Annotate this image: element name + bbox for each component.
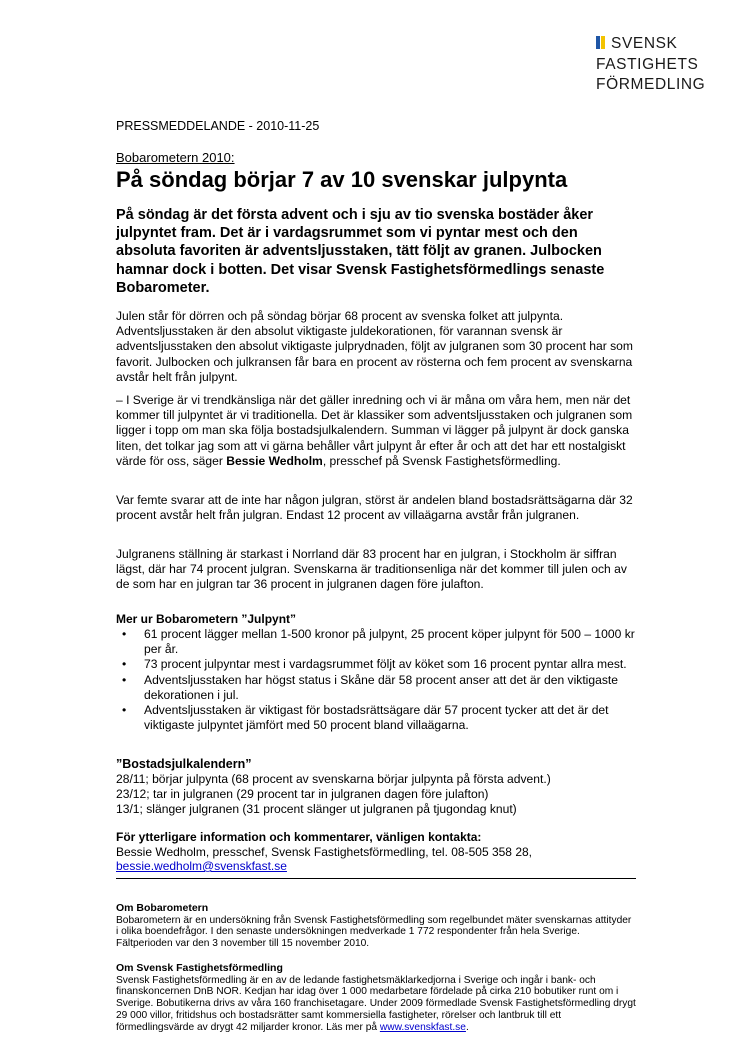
logo-line-2: FASTIGHETS (596, 56, 699, 73)
logo-line-3: FÖRMEDLING (596, 76, 706, 93)
contact-line: Bessie Wedholm, presschef, Svensk Fastighetsförmedling, tel. 08-505 358 28, (116, 844, 532, 859)
list-item: • Adventsljusstaken är viktigast för bostadsrättsägare där 57 procent tycker att det är det viktigaste julpyntet jämfört med 50 procent bland villaägarna. (122, 703, 609, 733)
kicker: Bobarometern 2010: (116, 150, 235, 165)
website-link[interactable]: www.svenskfast.se (379, 1021, 466, 1033)
calendar-line-1: 28/11; börjar julpynta (68 procent av svenskarna börjar julpynta på första advent.) (116, 772, 551, 786)
contact-email-link[interactable]: bessie.wedholm@svenskfast.se (116, 859, 287, 873)
about-barometer (116, 903, 636, 950)
calendar-line-2: 23/12; tar in julgranen (29 procent tar in julgranen dagen före julafton) (116, 787, 489, 801)
more-list (116, 627, 636, 733)
more-heading: Mer ur Bobarometern ”Julpynt” (116, 612, 297, 626)
about-company (116, 963, 636, 1033)
body-paragraph-4: Julgranens ställning är starkast i Norrland där 83 procent har en julgran, i Stockholm är siffran lägst, där har 74 procent julgran. Svenskarna är traditionsenliga när det kommer till julen och av de som har en julgran tar 36 procent in julgranen dagen före julafton. (116, 547, 627, 592)
list-item: • Adventsljusstaken har högst status i Skåne där 58 procent anser att det är den viktigaste dekorationen i jul. (122, 672, 618, 702)
about-company-heading: Om Svensk Fastighetsförmedling (116, 962, 283, 974)
logo-line-1: SVENSK (611, 35, 678, 52)
lead-paragraph: På söndag är det första advent och i sju av tio svenska bostäder åker julpyntet fram. Det är i vardagsrummet som vi pyntar mest och den absoluta favoriten är adventsljusstaken, tätt följt av granen. Julbocken hamnar dock i botten. Det visar Svensk Fastighetsförmedlings senaste Bobarometer. (116, 207, 605, 296)
about-barometer-heading: Om Bobarometern (116, 902, 209, 914)
about-company-text: Svensk Fastighetsförmedling är en av de ledande fastighetsmäklarkedjorna i Sverige och ingår i bank- och finanskoncernen DnB NOR. Kedjan har idag över 1 000 medarbetare fördelade på cirka 210 bobutiker runt om i Sverige. Bobutikerna drivs av våra 160 franchisetagare. Under 2009 förmedlade Svensk Fastighetsförmedling drygt 29 000 villor, fritidshus och bostadsrätter samt kommersiella fastigheter, rörelser och lantbruk till ett förmedlingsvärde av drygt 42 miljarder kronor. Läs mer på www.svenskfast.se. (116, 974, 636, 1033)
divider (116, 878, 636, 879)
list-item: • 73 procent julpyntar mest i vardagsrummet följt av köket som 16 procent pyntar allra mest. (122, 657, 627, 672)
body-paragraph-2: – I Sverige är vi trendkänsliga när det gäller inredning och vi är måna om våra hem, men när det kommer till julpyntet är vi traditionella. Det är klassiker som adventsljusstaken och julgranen som ligger i topp om man ska följa bostadsjulkalendern. Summan vi lägger på julpynt är dock ganska liten, det tolkar jag som att vi gärna behåller vårt julpynt år efter år och att det har ett nostalgiskt värde för oss, säger Bessie Wedholm, presschef på Svensk Fastighetsförmedling. (116, 393, 633, 468)
press-release-date: PRESSMEDDELANDE - 2010-11-25 (116, 119, 320, 133)
list-item: • 61 procent lägger mellan 1-500 kronor på julpynt, 25 procent köper julpynt för 500 – 1000 kr per år. (122, 627, 635, 657)
body-paragraph-1: Julen står för dörren och på söndag börjar 68 procent av svenska folket att julpynta. Adventsljusstaken är den absolut viktigaste juldekorationen, för varannan svensk är adventsljusstaken den absolut viktigaste julprydnaden, följt av julgranen som 30 procent har som favorit. Julbocken och julkransen får bara en procent av rösterna och fem procent av svenskarna avstår helt från julpynt. (116, 309, 633, 384)
company-logo (596, 34, 716, 95)
spokesperson-name: Bessie Wedholm (226, 453, 323, 468)
swedish-flag-icon (596, 35, 606, 55)
contact-heading: För ytterligare information och kommentarer, vänligen kontakta: (116, 830, 482, 844)
body-paragraph-3: Var femte svarar att de inte har någon julgran, störst är andelen bland bostadsrättsägarna där 32 procent avstår helt från julgran. Endast 12 procent av villaägarna avstår från julgranen. (116, 493, 633, 523)
about-barometer-text: Bobarometern är en undersökning från Svensk Fastighetsförmedling som regelbundet mäter svenskarnas attityder i olika boendefrågor. I den senaste undersökningen medverkade 1 772 respondenter från hela Sverige. Fältperioden var den 3 november till 15 november 2010. (116, 914, 632, 950)
calendar-line-3: 13/1; slänger julgranen (31 procent slänger ut julgranen på tjugondag knut) (116, 802, 517, 816)
calendar-heading: ”Bostadsjulkalendern” (116, 757, 252, 771)
contact-block (116, 830, 532, 874)
page-title: På söndag börjar 7 av 10 svenskar julpynta (116, 167, 568, 192)
